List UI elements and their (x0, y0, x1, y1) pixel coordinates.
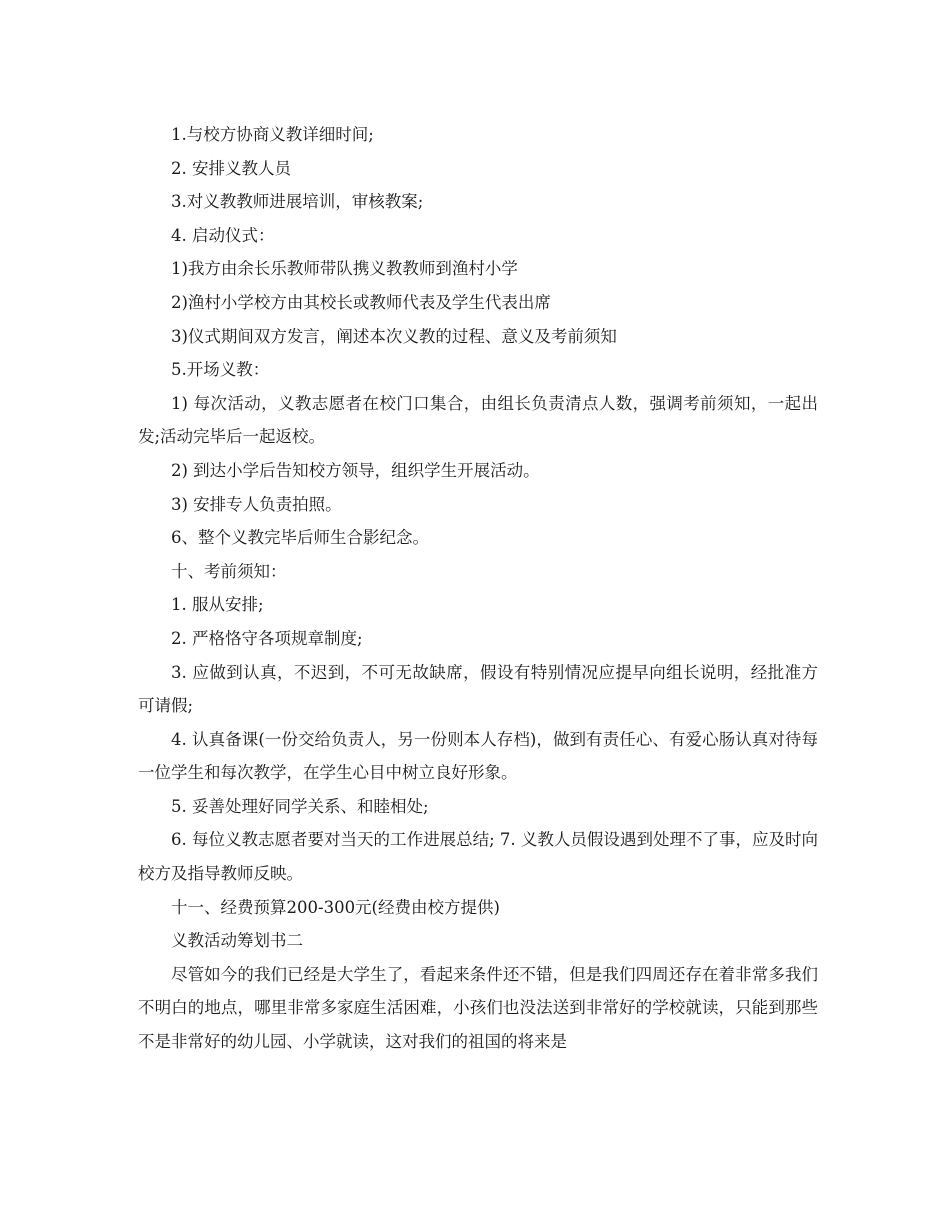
ceremony-item-3: 3)仪式期间双方发言，阐述本次义教的过程、意义及考前须知 (171, 326, 617, 346)
step-4-launch-ceremony: 4. 启动仪式： (171, 225, 275, 245)
step-2-arrange-staff: 2. 安排义教人员 (171, 158, 291, 178)
ceremony-item-1: 1)我方由余长乐教师带队携义教教师到渔村小学 (171, 259, 518, 279)
teaching-item-1: 1) 每次活动，义教志愿者在校门口集合，由组长负责清点人数，强调考前须知，一起出发;活动完毕后一起返校。 (138, 393, 818, 447)
notice-item-3: 3. 应做到认真，不迟到，不可无故缺席，假设有特别情况应提早向组长说明，经批准方可请假; (138, 662, 818, 716)
section-10-heading: 十、考前须知： (171, 561, 287, 581)
teaching-item-3: 3) 安排专人负责拍照。 (171, 494, 342, 514)
plan-2-intro: 尽管如今的我们已经是大学生了，看起来条件还不错，但是我们四周还存在着非常多我们不明白的地点，哪里非常多家庭生活困难，小孩们也没法送到非常好的学校就读，只能到那些不是非常好的幼儿园、小学就读，这对我们的祖国的将来是 (138, 964, 818, 1052)
step-5-start-teaching: 5.开场义教： (171, 360, 270, 380)
notice-item-2: 2. 严格恪守各项规章制度; (171, 628, 363, 648)
teaching-item-2: 2) 到达小学后告知校方领导，组织学生开展活动。 (171, 460, 540, 480)
step-6-group-photo: 6、整个义教完毕后师生合影纪念。 (171, 528, 429, 548)
notice-item-6-7: 6. 每位义教志愿者要对当天的工作进展总结; 7. 义教人员假设遇到处理不了事，应及时向校方及指导教师反映。 (138, 830, 818, 884)
ceremony-item-2: 2)渔村小学校方由其校长或教师代表及学生代表出席 (171, 292, 551, 312)
step-1-negotiate-time: 1.与校方协商义教详细时间; (171, 125, 374, 144)
notice-item-5: 5. 妥善处理好同学关系、和睦相处; (171, 796, 429, 816)
notice-item-4: 4. 认真备课(一份交给负责人，另一份则本人存档)，做到有责任心、有爱心肠认真对待每一位学生和每次教学，在学生心目中树立良好形象。 (138, 729, 818, 783)
section-11-budget: 十一、经费预算200-300元(经费由校方提供) (171, 897, 500, 917)
plan-2-title: 义教活动筹划书二 (171, 931, 303, 951)
step-3-teacher-training: 3.对义教教师进展培训，审核教案; (171, 192, 424, 212)
document-page (138, 118, 818, 1059)
notice-item-1: 1. 服从安排; (171, 595, 264, 615)
